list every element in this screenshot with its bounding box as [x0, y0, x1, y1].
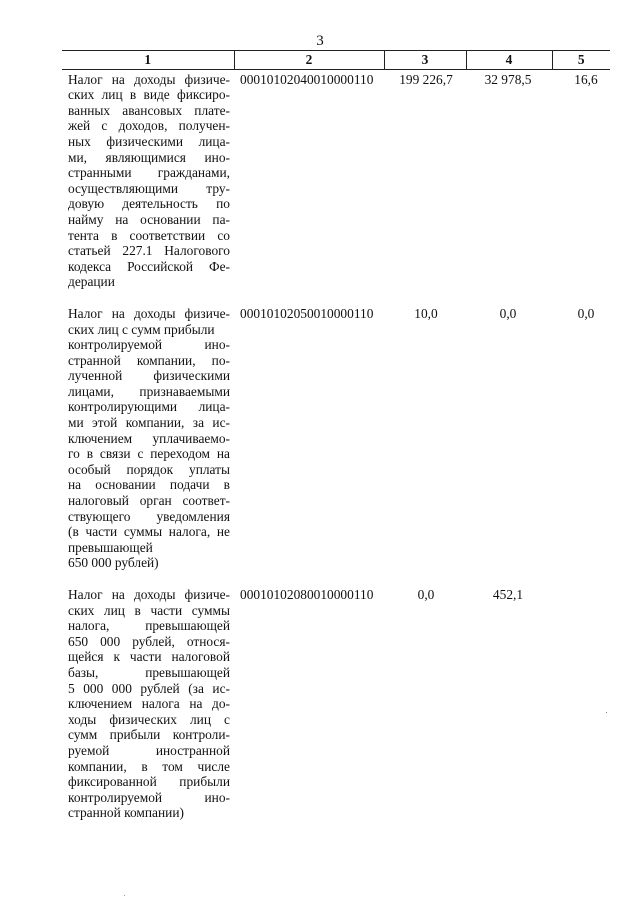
- row-name-line: налога, превышающей: [68, 618, 230, 634]
- row-name-line: ключением уплачиваемо-: [68, 430, 230, 446]
- budget-table: [62, 50, 610, 835]
- row-name-cell: [62, 585, 234, 835]
- row-name-cell: [62, 69, 234, 304]
- row-name-line: Налог на доходы физиче-: [68, 587, 230, 602]
- row-name-line: ходы физических лиц с: [68, 711, 230, 727]
- table-row: [62, 69, 610, 304]
- column-header-1: 1: [62, 51, 234, 70]
- row-name-line: фиксированной прибыли: [68, 774, 230, 790]
- row-name-line: ских лиц с сумм прибыли: [68, 321, 215, 337]
- row-name-line: (в части суммы налога, не: [68, 524, 230, 540]
- row-name-line: на основании подачи в: [68, 477, 230, 493]
- table-row: [62, 585, 610, 835]
- row-name-line: ских лиц в части суммы: [68, 602, 230, 618]
- row-name-line: контролируемой ино-: [68, 337, 230, 353]
- row-name-line: странной компании): [68, 805, 184, 821]
- row-name-line: компании, в том числе: [68, 758, 230, 774]
- row-name-line: дерации: [68, 274, 115, 290]
- row-name-line: ми этой компании, за ис-: [68, 415, 230, 431]
- column-header-4: 4: [466, 51, 552, 70]
- row-value-col3: 10,0: [414, 305, 438, 321]
- row-name-line: Налог на доходы физиче-: [68, 71, 230, 87]
- row-code-cell: 00010102080010000110: [240, 587, 374, 602]
- row-value-col5: 0,0: [577, 305, 595, 321]
- table-row: [62, 304, 610, 585]
- row-name-line: Налог на доходы физиче-: [68, 305, 230, 321]
- row-value-col5: 16,6: [574, 71, 598, 87]
- row-name-line: налоговый орган соответ-: [68, 493, 230, 509]
- row-name-line: найму на основании па-: [68, 211, 230, 227]
- row-name-line: го в связи с переходом на: [68, 446, 230, 462]
- row-value-col3: 0,0: [417, 587, 435, 602]
- row-name-line: осуществляющими тру-: [68, 180, 230, 196]
- row-name-line: базы, превышающей: [68, 664, 230, 680]
- row-name-line: кодекса Российской Фе-: [68, 258, 230, 274]
- row-name-line: особый порядок уплаты: [68, 461, 230, 477]
- row-name-line: сумм прибыли контроли-: [68, 727, 230, 743]
- row-name-line: статьей 227.1 Налогового: [68, 243, 230, 259]
- row-value-col5: [552, 585, 610, 835]
- row-name-line: ми, являющимися ино-: [68, 149, 230, 165]
- column-header-2: 2: [234, 51, 384, 70]
- row-name-line: ключением налога на до-: [68, 696, 230, 712]
- column-header-3: 3: [384, 51, 466, 70]
- row-name-line: щейся к части налоговой: [68, 649, 230, 665]
- row-name-line: контролирующими лица-: [68, 399, 230, 415]
- row-name-line: превышающей: [68, 539, 153, 555]
- row-value-col4: 0,0: [499, 305, 517, 321]
- scan-speck: [606, 712, 607, 713]
- page-number: 3: [316, 33, 324, 49]
- row-name-line: руемой иностранной: [68, 742, 230, 758]
- row-name-line: лученной физическими: [68, 368, 230, 384]
- row-name-line: странной компании, по-: [68, 352, 230, 368]
- row-name-line: жей с доходов, получен-: [68, 118, 230, 134]
- row-name-line: ствующего уведомления: [68, 508, 230, 524]
- row-name-line: 650 000 рублей, относя-: [68, 633, 230, 649]
- row-name-line: 650 000 рублей): [68, 555, 159, 571]
- row-value-col4: 452,1: [492, 587, 524, 602]
- row-name-cell: [62, 304, 234, 585]
- row-name-line: ных физическими лица-: [68, 133, 230, 149]
- row-name-line: ских лиц в виде фиксиро-: [68, 87, 230, 103]
- row-name-line: тента в соответствии со: [68, 227, 230, 243]
- row-name-line: ванных авансовых плате-: [68, 102, 230, 118]
- row-code-cell: 00010102050010000110: [240, 305, 374, 321]
- row-name-line: лицами, признаваемыми: [68, 383, 230, 399]
- header-row: [62, 51, 610, 70]
- row-value-col4: 32 978,5: [484, 71, 532, 87]
- row-value-col3: 199 226,7: [399, 71, 453, 87]
- row-name-line: странными гражданами,: [68, 165, 230, 181]
- row-name-line: довую деятельность по: [68, 196, 230, 212]
- scan-speck: [124, 895, 125, 896]
- column-header-5: 5: [552, 51, 610, 70]
- row-code-cell: 00010102040010000110: [240, 71, 374, 87]
- row-name-line: контролируемой ино-: [68, 789, 230, 805]
- row-name-line: 5 000 000 рублей (за ис-: [68, 680, 230, 696]
